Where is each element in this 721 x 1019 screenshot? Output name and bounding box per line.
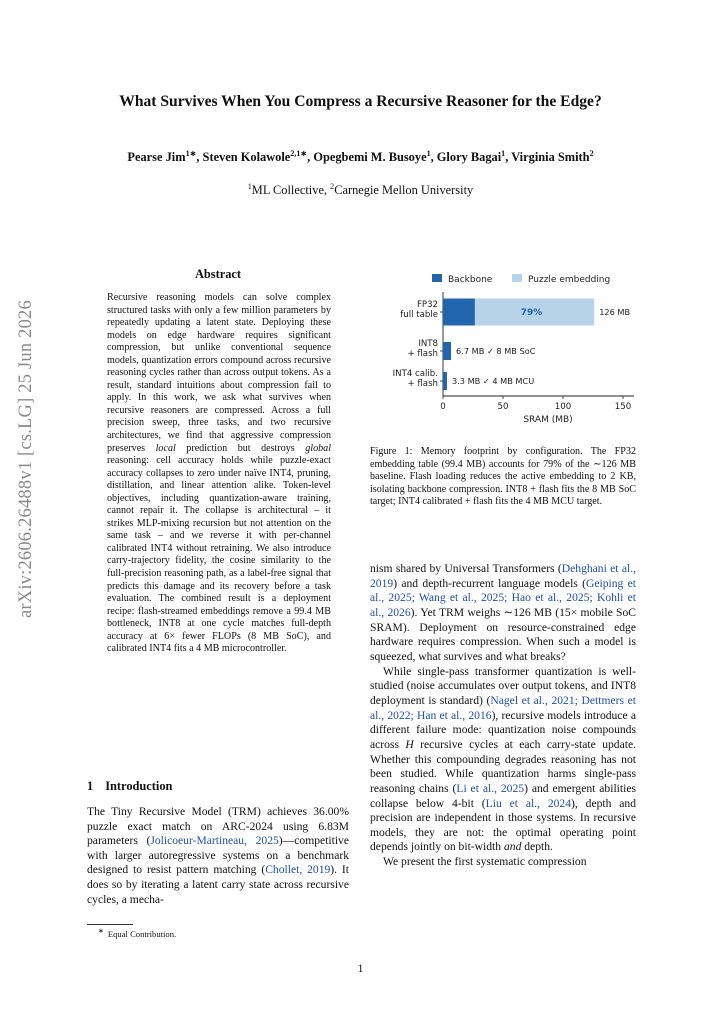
bar-segment xyxy=(443,299,475,326)
x-tick-label: 50 xyxy=(497,402,509,412)
citation-link[interactable]: Geiping et al., 2025; Wang et al., 2025; Hao et al., 2025; Kohli et al., 2026 xyxy=(370,576,636,619)
x-tick-label: 0 xyxy=(440,402,446,412)
author-list: Pearse Jim$^{1∗}$, Steven Kolawole$^{2,1∗}$, Opegbemi M. Busoye$^1$, Glory Bagai$^1$, Virginia Smith$^2$ xyxy=(127,148,594,164)
text-run: ), depth and precision are independent in those systems. In recursive models, they are not: the optimal operating point depends jointly on bit-width xyxy=(370,796,636,854)
abstract-body xyxy=(107,292,331,656)
intro-paragraph xyxy=(370,855,636,870)
bar-value-label: 6.7 MB ✓ 8 MB SoC xyxy=(456,346,536,356)
legend-label: Puzzle embedding xyxy=(528,275,611,285)
figure-caption: Figure 1: Memory footprint by configuration. The FP32 embedding table (99.4 MB) accounts for 79% of the ∼126 MB baseline. Flash loading reduces the active embedding to 2 KB, isolating backbone compression. INT8 + flash fits the 8 MB SoC target; INT4 calibrated + flash fits the 4 MB MCU target. xyxy=(370,446,636,508)
author-name: Pearse Jim xyxy=(127,150,186,164)
citation-link[interactable]: Chollet, 2019 xyxy=(265,863,331,877)
y-category-label: INT8 xyxy=(418,339,438,349)
italic-text: local xyxy=(155,442,176,454)
text-run: ), recursive models introduce a different failure mode: quantization noise compounds across xyxy=(370,708,636,751)
footnote-text: Equal Contribution. xyxy=(107,928,177,939)
intro-paragraph xyxy=(370,562,636,665)
citation-link[interactable]: Jolicoeur-Martineau, 2025 xyxy=(150,834,279,848)
page-number: 1 xyxy=(357,962,364,975)
legend-swatch xyxy=(512,274,522,282)
legend-swatch xyxy=(432,274,442,282)
bar-segment xyxy=(443,372,447,390)
author-affiliation-mark: 1 xyxy=(426,148,431,158)
abstract-heading: Abstract xyxy=(194,267,242,281)
text-run: Recursive reasoning models can solve complex structured tasks with only a few million parameters by repeatedly updating a latent state. Deploying these models on edge hardware requires significant compression, but unlike conventional sequence models, quantization errors compound across recursive reasoning cycles rather than across output tokens. As a result, standard intuitions about compression fail to apply. In this work, we ask what survives when recursive reasoners are compressed. Across a full precision sweep, three tasks, and two recursive architectures, we find that aggressive compression preserves xyxy=(107,292,331,454)
x-tick-label: 150 xyxy=(614,402,632,412)
section-number: 1 xyxy=(87,779,94,793)
y-category-label: INT4 calib. xyxy=(392,369,438,379)
intro-right-column xyxy=(370,562,636,870)
author-affiliation-mark: 2,1∗ xyxy=(290,148,308,158)
intro-paragraph xyxy=(370,665,636,856)
text-run: ). It does so by iterating a latent carry state across recursive cycles, a mecha- xyxy=(87,863,349,906)
author-affiliation-mark: 2 xyxy=(589,148,594,158)
text-run: depth. xyxy=(521,840,553,854)
text-run: )—competitive with larger autoregressive systems on a benchmark designed to resist pattern matching ( xyxy=(87,834,349,877)
text-run: The Tiny Recursive Model (TRM) achieves 36.00% puzzle exact match on ARC-2024 using 6.83M parameters ( xyxy=(87,805,349,848)
citation-link[interactable]: Nagel et al., 2021; Dettmers et al., 2022; Han et al., 2016 xyxy=(370,693,636,722)
author-name: Steven Kolawole xyxy=(202,150,291,164)
bar-value-label: 3.3 MB ✓ 4 MB MCU xyxy=(451,376,535,386)
italic-text: and xyxy=(503,840,522,854)
bar-inner-label: 79% xyxy=(520,308,543,318)
arxiv-stamp xyxy=(16,300,50,720)
memory-footprint-chart xyxy=(384,266,634,431)
y-category-label: FP32 xyxy=(416,300,438,310)
affiliation-name: ML Collective xyxy=(251,183,324,197)
author-name: Opegbemi M. Busoye xyxy=(313,150,427,164)
footnote-rule xyxy=(87,924,133,925)
affiliation-mark: 1 xyxy=(247,181,252,191)
text-run: ). Yet TRM weighs ∼126 MB (15× mobile SoC SRAM). Deployment on resource-constrained edge hardware requires compression. When such a model is squeezed, what survives and what breaks? xyxy=(370,605,637,663)
text-run: ) and emergent abilities collapse below 4-bit ( xyxy=(370,781,636,810)
legend-label: Backbone xyxy=(448,275,493,285)
citation-link[interactable]: Li et al., 2025 xyxy=(456,781,525,795)
citation-link[interactable]: Liu et al., 2024 xyxy=(485,796,572,810)
figure-1 xyxy=(384,266,634,431)
footnote xyxy=(98,927,176,939)
text-run: ) and depth-recurrent language models ( xyxy=(393,576,586,590)
section-title: Introduction xyxy=(105,779,173,793)
footnote-mark: ∗ xyxy=(98,927,104,935)
affiliation-mark: 2 xyxy=(330,181,335,191)
text-run: While single-pass transformer quantization is well-studied (noise accumulates over output tokens, and INT8 deployment is standard) ( xyxy=(370,664,636,707)
citation-link[interactable]: Dehghani et al., 2019 xyxy=(370,562,636,590)
italic-text: H xyxy=(405,737,414,751)
y-category-label: + flash xyxy=(407,379,438,389)
bar-segment xyxy=(443,342,451,360)
bar-value-label: 126 MB xyxy=(599,307,631,317)
intro-paragraph-left xyxy=(87,805,349,907)
text-run: nism shared by Universal Transformers ( xyxy=(370,562,562,575)
author-affiliation-mark: 1∗ xyxy=(185,148,197,158)
author-name: Virginia Smith xyxy=(511,150,590,164)
section-heading-introduction xyxy=(87,779,172,794)
x-tick-label: 100 xyxy=(554,402,572,412)
text-run: reasoning: cell accuracy holds while puzzle-exact accuracy collapses to zero under naïve INT4, pruning, distillation, and linear attention alike. Token-level objectives, including quantization-aware training, cannot repair it. The collapse is architectural – it strikes MLP-mixing recursion but not attention on the same task – and we reverse it with per-channel calibrated INT4 without retraining. We also introduce carry-trajectory fidelity, the cosine similarity to the full-precision reasoning path, as a label-free signal that predicts this damage and its recovery before a task evaluation. The combined result is a deployment recipe: flash-streamed embeddings remove a 99.4 MB bottleneck, INT8 at one cycle matches full-depth accuracy at 6× fewer FLOPs (8 MB SoC), and calibrated INT4 fits a 4 MB microcontroller. xyxy=(107,455,331,655)
x-axis-label: SRAM (MB) xyxy=(523,415,573,425)
arxiv-id: arXiv:2606.26488v1 [cs.LG] 25 Jun 2026 xyxy=(16,300,36,618)
text-run: prediction but destroys xyxy=(175,442,306,454)
y-category-label: + flash xyxy=(407,349,438,359)
y-category-label: full table xyxy=(400,310,438,320)
author-affiliation-mark: 1 xyxy=(501,148,506,158)
author-name: Glory Bagai xyxy=(436,150,502,164)
paper-title: What Survives When You Compress a Recursive Reasoner for the Edge? xyxy=(119,93,602,110)
affiliation-name: Carnegie Mellon University xyxy=(334,183,474,197)
affiliations: $^1$ML Collective, $^2$Carnegie Mellon University xyxy=(247,181,474,197)
text-run: recursive cycles at each carry-state update. Whether this compounding degrades reasoning has not been studied. While quantization harms single-pass reasoning chains ( xyxy=(370,737,636,795)
text-run: We present the first systematic compression xyxy=(383,855,587,869)
italic-text: global xyxy=(305,442,332,454)
